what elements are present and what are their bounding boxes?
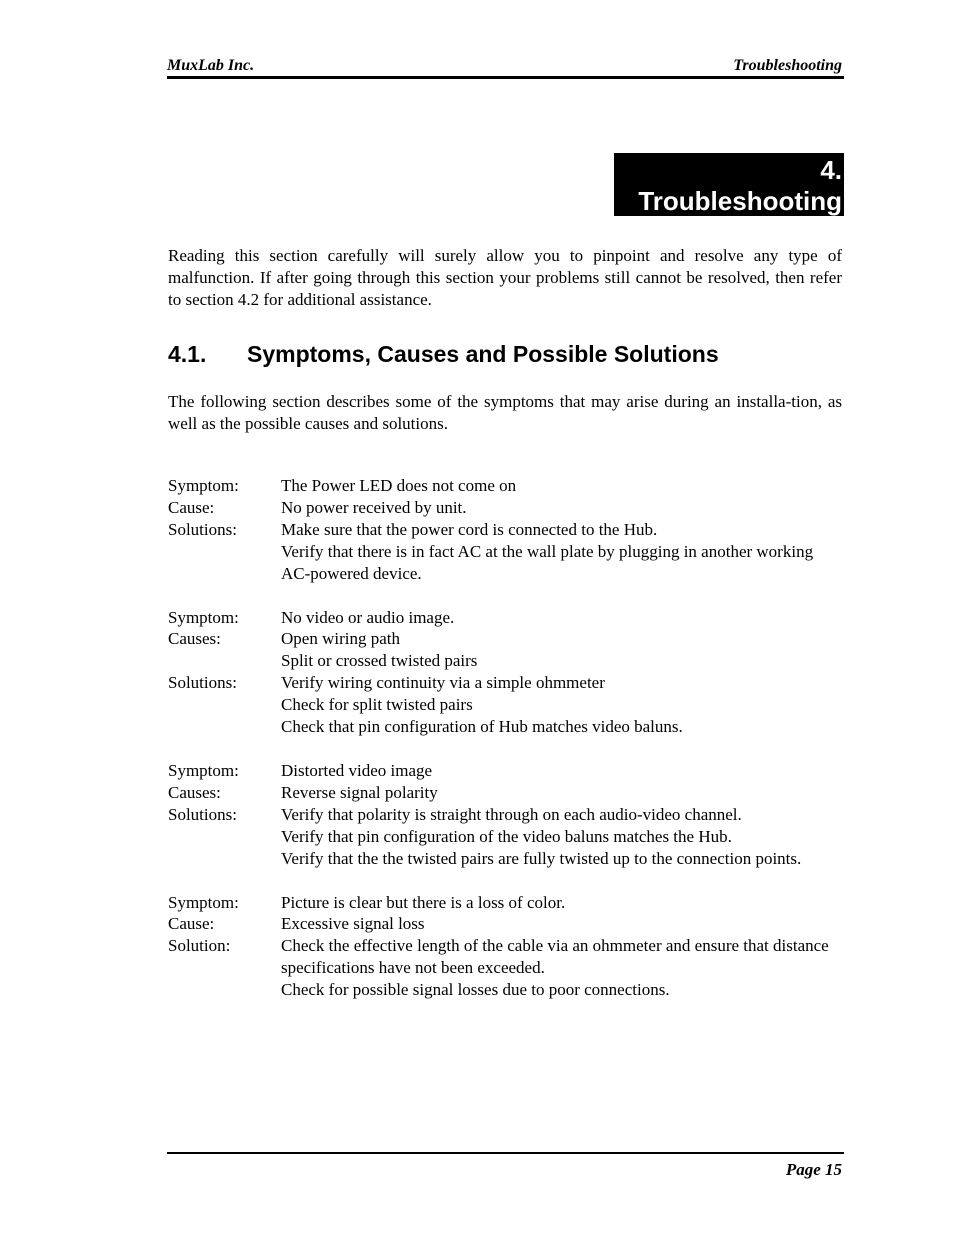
entry-row <box>168 607 844 629</box>
troubleshooting-table <box>168 475 844 1001</box>
row-label: Cause: <box>168 497 215 517</box>
entry-row <box>168 892 844 914</box>
row-value <box>281 672 844 738</box>
value-line: No video or audio image. <box>281 607 455 627</box>
value-line: Check for split twisted pairs <box>281 695 473 715</box>
row-label: Symptom: <box>168 476 239 495</box>
row-label: Symptom: <box>168 892 239 912</box>
entry-row <box>168 804 844 870</box>
section-title: Symptoms, Causes and Possible Solutions <box>247 341 719 367</box>
value-line: Split or crossed twisted pairs <box>281 651 478 671</box>
value-line: Open wiring path <box>281 629 400 649</box>
troubleshooting-entry <box>168 892 844 1002</box>
row-label: Causes: <box>168 782 221 802</box>
entry-row <box>168 497 844 519</box>
section-heading <box>168 340 719 368</box>
chapter-heading <box>614 153 844 216</box>
value-line: Make sure that the power cord is connected to the Hub. <box>281 519 658 539</box>
value-line: Excessive signal loss <box>281 914 425 934</box>
row-value <box>281 935 844 1001</box>
row-label: Causes: <box>168 629 221 649</box>
row-label: Solutions: <box>168 673 237 693</box>
chapter-title: Troubleshooting <box>638 186 842 216</box>
row-label: Solutions: <box>168 519 237 539</box>
value-line: Picture is clear but there is a loss of color. <box>281 892 566 912</box>
row-value <box>281 782 844 804</box>
intro-paragraph: Reading this section carefully will surely allow you to pinpoint and resolve any type of malfunction. If after going through this section your problems still cannot be resolved, then refer to section 4.2 for additional assistance. <box>168 246 842 309</box>
page-footer <box>167 1152 844 1179</box>
header-company: MuxLab Inc. <box>167 57 255 74</box>
entry-spacer <box>168 738 844 760</box>
value-line: The Power LED does not come on <box>281 476 517 495</box>
row-value <box>281 519 844 585</box>
entry-row <box>168 672 844 738</box>
chapter-number: 4. <box>820 155 842 185</box>
entry-row <box>168 475 844 497</box>
entry-row <box>168 760 844 782</box>
entry-row <box>168 935 844 1001</box>
value-line: Check for possible signal losses due to poor connections. <box>281 980 670 1000</box>
entry-row <box>168 519 844 585</box>
row-value <box>281 913 844 935</box>
row-value <box>281 475 844 497</box>
troubleshooting-entry <box>168 607 844 738</box>
row-label: Cause: <box>168 914 215 934</box>
entry-row <box>168 913 844 935</box>
value-line: Check that pin configuration of Hub matches video baluns. <box>281 717 683 737</box>
row-label: Solution: <box>168 936 231 956</box>
row-value <box>281 497 844 519</box>
entry-spacer <box>168 870 844 892</box>
row-value <box>281 607 844 629</box>
value-line: Distorted video image <box>281 760 433 780</box>
row-value <box>281 760 844 782</box>
entry-row <box>168 628 844 672</box>
value-line: Reverse signal polarity <box>281 782 438 802</box>
value-line: Verify that polarity is straight through on each audio-video channel. <box>281 804 742 824</box>
value-line: Check the effective length of the cable via an ohmmeter and ensure that distance specifications have not been exceeded. <box>281 936 829 978</box>
row-value <box>281 804 844 870</box>
entry-spacer <box>168 585 844 607</box>
row-value <box>281 892 844 914</box>
value-line: Verify that there is in fact AC at the wall plate by plugging in another working AC-powered device. <box>281 541 814 583</box>
section-description: The following section describes some of the symptoms that may arise during an installa-tion, as well as the possible causes and solutions. <box>168 392 842 433</box>
value-line: No power received by unit. <box>281 497 467 517</box>
row-label: Solutions: <box>168 804 237 824</box>
row-value <box>281 628 844 672</box>
value-line: Verify that pin configuration of the video baluns matches the Hub. <box>281 826 732 846</box>
troubleshooting-entry <box>168 760 844 870</box>
row-label: Symptom: <box>168 760 239 780</box>
header-section: Troubleshooting <box>733 57 842 74</box>
row-label: Symptom: <box>168 607 239 627</box>
entry-row <box>168 782 844 804</box>
troubleshooting-entry <box>168 475 844 585</box>
value-line: Verify that the the twisted pairs are fully twisted up to the connection points. <box>281 848 802 868</box>
page-header <box>167 56 844 79</box>
page-number: Page 15 <box>785 1160 842 1179</box>
section-number: 4.1. <box>168 341 207 367</box>
value-line: Verify wiring continuity via a simple ohmmeter <box>281 673 605 693</box>
